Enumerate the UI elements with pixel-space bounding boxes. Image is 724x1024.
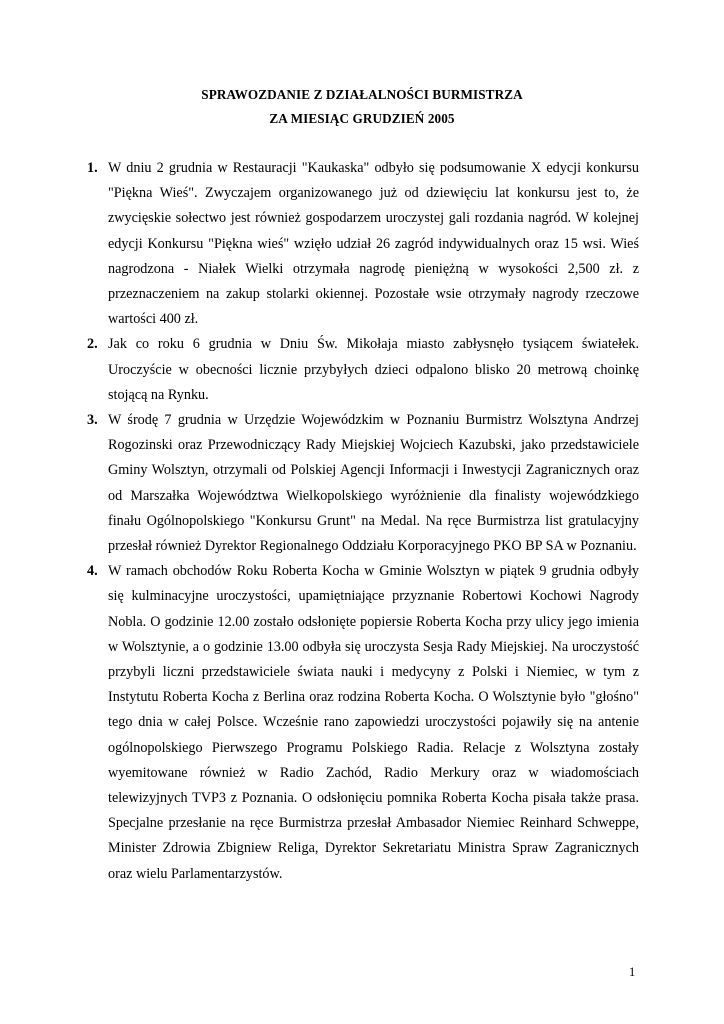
- report-items-list: [87, 156, 639, 887]
- document-title-line-1: SPRAWOZDANIE Z DZIAŁALNOŚCI BURMISTRZA: [201, 87, 523, 102]
- item-number: 3.: [87, 412, 98, 429]
- item-number: 4.: [87, 563, 98, 580]
- item-text: W ramach obchodów Roku Roberta Kocha w Gminie Wolsztyn w piątek 9 grudnia odbyły się kulminacyjne uroczystości, upamiętniające przyznanie Robertowi Kochowi Nagrody Nobla. O godzinie 12.00 zostało odsłonięte popiersie Roberta Kocha przy ulicy jego imienia w Wolsztynie, a o godzinie 13.00 odbyła się uroczysta Sesja Rady Miejskiej. Na uroczystość przybyli liczni przedstawiciele świata nauki i medycyny z Polski i Niemiec, w tym z Instytutu Roberta Kocha z Berlina oraz rodzina Roberta Kocha. O Wolsztynie było "głośno" tego dnia w całej Polsce. Wcześnie rano zapowiedzi uroczystości pojawiły się na antenie ogólnopolskiego Pierwszego Programu Polskiego Radia. Relacje z Wolsztyna zostały wyemitowane również w Radio Zachód, Radio Merkury oraz w wiadomościach telewizyjnych TVP3 z Poznania. O odsłonięciu pomnika Roberta Kocha pisała także prasa. Specjalne przesłanie na ręce Burmistrza przesłał Ambasador Niemiec Reinhard Schweppe, Minister Zdrowia Zbigniew Religa, Dyrektor Sekretariatu Ministra Spraw Zagranicznych oraz wielu Parlamentarzystów.: [108, 563, 639, 882]
- document-title-line-2: ZA MIESIĄC GRUDZIEŃ 2005: [269, 111, 455, 126]
- page-number: 1: [629, 965, 636, 979]
- report-item-4: [87, 559, 639, 887]
- report-item-2: [87, 332, 639, 408]
- item-text: W środę 7 grudnia w Urzędzie Wojewódzkim w Poznaniu Burmistrz Wolsztyna Andrzej Rogozinski oraz Przewodniczący Rady Miejskiej Wojciech Kazubski, jako przedstawiciele Gminy Wolsztyn, otrzymali od Polskiej Agencji Informacji i Inwestycji Zagranicznych oraz od Marszałka Województwa Wielkopolskiego wyróżnienie dla finalisty wojewódzkiego finału Ogólnopolskiego "Konkursu Grunt" na Medal. Na ręce Burmistrza list gratulacyjny przesłał również Dyrektor Regionalnego Oddziału Korporacyjnego PKO BP SA w Poznaniu.: [108, 412, 639, 555]
- item-text: Jak co roku 6 grudnia w Dniu Św. Mikołaja miasto zabłysnęło tysiącem światełek. Uroczyście w obecności licznie przybyłych dzieci odpalono blisko 20 metrową choinkę stojącą na Rynku.: [108, 336, 639, 403]
- item-text: W dniu 2 grudnia w Restauracji "Kaukaska" odbyło się podsumowanie X edycji konkursu "Piękna Wieś". Zwyczajem organizowanego już od dziewięciu lat konkursu jest to, że zwycięskie sołectwo jest również gospodarzem uroczystej gali rozdania nagród. W kolejnej edycji Konkursu "Piękna wieś" wzięło udział 26 zagród indywidualnych oraz 15 wsi. Wieś nagrodzona - Niałek Wielki otrzymała nagrodę pieniężną w wysokości 2,500 zł. z przeznaczeniem na zakup stolarki okiennej. Pozostałe wsie otrzymały nagrody rzeczowe wartości 400 zł.: [108, 160, 639, 328]
- report-item-1: [87, 156, 639, 332]
- item-number: 2.: [87, 336, 98, 353]
- report-item-3: [87, 408, 639, 559]
- item-number: 1.: [87, 160, 98, 176]
